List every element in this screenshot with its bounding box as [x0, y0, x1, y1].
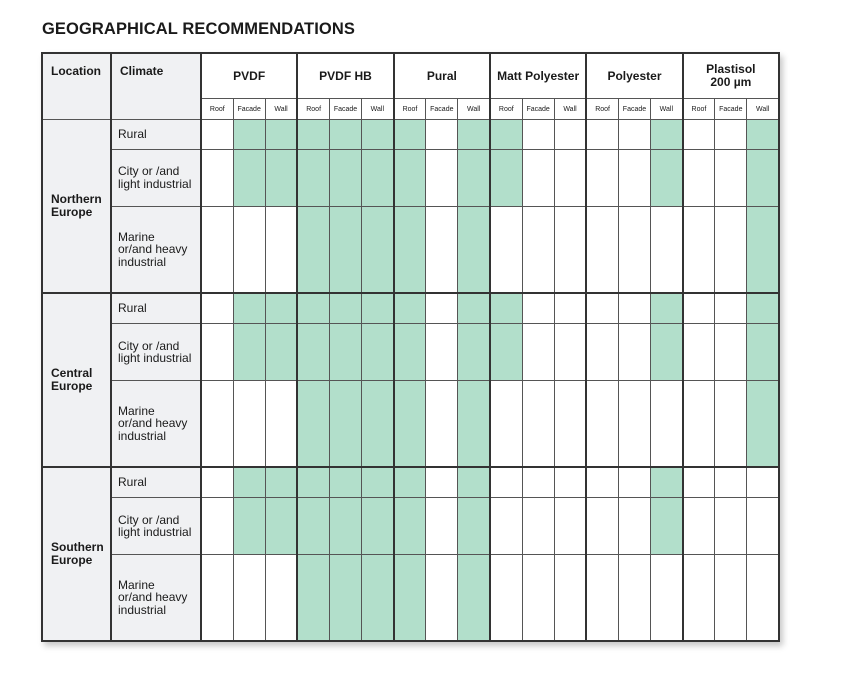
location-header: Location [42, 53, 111, 120]
not-recommended-cell [233, 555, 265, 641]
recommended-cell [651, 323, 683, 380]
recommended-cell [297, 381, 329, 467]
not-recommended-cell [426, 381, 458, 467]
recommended-cell [329, 293, 361, 324]
not-recommended-cell [426, 149, 458, 206]
recommended-cell [747, 323, 779, 380]
not-recommended-cell [426, 498, 458, 555]
recommendations-table-container [41, 52, 780, 642]
recommended-cell [362, 120, 394, 150]
application-subheader: Wall [362, 99, 394, 120]
not-recommended-cell [683, 381, 715, 467]
table-row [42, 467, 779, 498]
not-recommended-cell [554, 323, 586, 380]
application-subheader: Roof [297, 99, 329, 120]
application-subheader: Facade [715, 99, 747, 120]
coating-header: Matt Polyester [490, 53, 586, 99]
recommended-cell [458, 498, 490, 555]
not-recommended-cell [715, 467, 747, 498]
not-recommended-cell [201, 498, 233, 555]
recommended-cell [233, 149, 265, 206]
not-recommended-cell [201, 293, 233, 324]
coating-header: Pural [394, 53, 490, 99]
not-recommended-cell [201, 120, 233, 150]
recommended-cell [265, 293, 297, 324]
location-label: Southern Europe [42, 467, 111, 641]
not-recommended-cell [683, 498, 715, 555]
recommended-cell [458, 323, 490, 380]
not-recommended-cell [683, 323, 715, 380]
recommended-cell [394, 498, 426, 555]
application-subheader: Facade [426, 99, 458, 120]
recommended-cell [362, 293, 394, 324]
not-recommended-cell [618, 120, 650, 150]
application-subheader: Facade [329, 99, 361, 120]
recommended-cell [458, 381, 490, 467]
not-recommended-cell [586, 381, 618, 467]
location-label: Northern Europe [42, 120, 111, 293]
recommended-cell [329, 467, 361, 498]
recommended-cell [458, 555, 490, 641]
not-recommended-cell [201, 207, 233, 293]
not-recommended-cell [586, 555, 618, 641]
not-recommended-cell [683, 149, 715, 206]
climate-label: City or /and light industrial [111, 323, 201, 380]
coating-header: PVDF HB [297, 53, 393, 99]
recommended-cell [233, 323, 265, 380]
not-recommended-cell [522, 149, 554, 206]
coating-header: Plastisol 200 µm [683, 53, 779, 99]
recommended-cell [329, 120, 361, 150]
not-recommended-cell [233, 381, 265, 467]
recommended-cell [265, 120, 297, 150]
not-recommended-cell [554, 293, 586, 324]
application-subheader: Wall [458, 99, 490, 120]
not-recommended-cell [683, 555, 715, 641]
recommended-cell [329, 207, 361, 293]
not-recommended-cell [554, 149, 586, 206]
not-recommended-cell [522, 467, 554, 498]
recommended-cell [233, 120, 265, 150]
recommended-cell [651, 120, 683, 150]
climate-label: Marine or/and heavy industrial [111, 555, 201, 641]
climate-header: Climate [111, 53, 201, 120]
recommended-cell [265, 467, 297, 498]
recommended-cell [362, 467, 394, 498]
recommended-cell [651, 467, 683, 498]
not-recommended-cell [715, 323, 747, 380]
climate-label: Rural [111, 293, 201, 324]
recommended-cell [265, 498, 297, 555]
not-recommended-cell [747, 555, 779, 641]
recommended-cell [362, 555, 394, 641]
not-recommended-cell [490, 381, 522, 467]
application-subheader: Facade [522, 99, 554, 120]
not-recommended-cell [586, 293, 618, 324]
not-recommended-cell [618, 323, 650, 380]
recommended-cell [233, 293, 265, 324]
recommended-cell [490, 293, 522, 324]
not-recommended-cell [586, 467, 618, 498]
application-subheader: Roof [586, 99, 618, 120]
not-recommended-cell [522, 498, 554, 555]
not-recommended-cell [618, 555, 650, 641]
recommended-cell [233, 467, 265, 498]
not-recommended-cell [426, 467, 458, 498]
not-recommended-cell [618, 381, 650, 467]
not-recommended-cell [683, 467, 715, 498]
climate-label: Marine or/and heavy industrial [111, 207, 201, 293]
coating-header: Polyester [586, 53, 682, 99]
not-recommended-cell [522, 555, 554, 641]
not-recommended-cell [554, 207, 586, 293]
not-recommended-cell [522, 381, 554, 467]
recommended-cell [297, 207, 329, 293]
recommended-cell [329, 381, 361, 467]
not-recommended-cell [490, 207, 522, 293]
not-recommended-cell [490, 498, 522, 555]
table-row [42, 120, 779, 150]
not-recommended-cell [201, 467, 233, 498]
recommended-cell [265, 149, 297, 206]
recommended-cell [490, 149, 522, 206]
recommended-cell [490, 323, 522, 380]
recommended-cell [297, 149, 329, 206]
recommended-cell [297, 120, 329, 150]
not-recommended-cell [554, 120, 586, 150]
not-recommended-cell [554, 467, 586, 498]
not-recommended-cell [426, 207, 458, 293]
recommended-cell [233, 498, 265, 555]
not-recommended-cell [618, 467, 650, 498]
recommended-cell [329, 498, 361, 555]
recommended-cell [394, 207, 426, 293]
climate-label: City or /and light industrial [111, 149, 201, 206]
not-recommended-cell [683, 120, 715, 150]
recommended-cell [329, 323, 361, 380]
recommended-cell [394, 293, 426, 324]
not-recommended-cell [522, 120, 554, 150]
not-recommended-cell [747, 467, 779, 498]
not-recommended-cell [426, 293, 458, 324]
recommended-cell [458, 149, 490, 206]
table-row [42, 498, 779, 555]
application-subheader: Wall [747, 99, 779, 120]
not-recommended-cell [715, 207, 747, 293]
page-title: GEOGRAPHICAL RECOMMENDATIONS [42, 20, 355, 38]
not-recommended-cell [586, 207, 618, 293]
not-recommended-cell [651, 555, 683, 641]
table-row [42, 207, 779, 293]
recommended-cell [265, 323, 297, 380]
table-row [42, 293, 779, 324]
not-recommended-cell [618, 293, 650, 324]
recommended-cell [362, 149, 394, 206]
recommended-cell [297, 293, 329, 324]
not-recommended-cell [522, 293, 554, 324]
not-recommended-cell [426, 323, 458, 380]
not-recommended-cell [586, 498, 618, 555]
table-row [42, 381, 779, 467]
recommended-cell [362, 498, 394, 555]
not-recommended-cell [651, 207, 683, 293]
recommended-cell [297, 467, 329, 498]
not-recommended-cell [715, 149, 747, 206]
recommended-cell [747, 293, 779, 324]
recommended-cell [651, 498, 683, 555]
not-recommended-cell [715, 498, 747, 555]
not-recommended-cell [201, 149, 233, 206]
not-recommended-cell [618, 498, 650, 555]
recommended-cell [394, 149, 426, 206]
recommended-cell [747, 207, 779, 293]
application-subheader: Roof [201, 99, 233, 120]
climate-label: Rural [111, 120, 201, 150]
not-recommended-cell [554, 381, 586, 467]
application-subheader: Facade [618, 99, 650, 120]
application-subheader: Wall [651, 99, 683, 120]
recommended-cell [458, 293, 490, 324]
not-recommended-cell [265, 381, 297, 467]
not-recommended-cell [618, 149, 650, 206]
location-label: Central Europe [42, 293, 111, 467]
recommended-cell [490, 120, 522, 150]
recommended-cell [394, 323, 426, 380]
not-recommended-cell [747, 498, 779, 555]
not-recommended-cell [651, 381, 683, 467]
recommended-cell [394, 555, 426, 641]
coating-header: PVDF [201, 53, 297, 99]
recommended-cell [362, 207, 394, 293]
not-recommended-cell [618, 207, 650, 293]
recommended-cell [394, 381, 426, 467]
not-recommended-cell [201, 381, 233, 467]
not-recommended-cell [715, 555, 747, 641]
application-subheader: Wall [554, 99, 586, 120]
not-recommended-cell [233, 207, 265, 293]
climate-label: Marine or/and heavy industrial [111, 381, 201, 467]
not-recommended-cell [715, 120, 747, 150]
recommended-cell [651, 149, 683, 206]
climate-label: City or /and light industrial [111, 498, 201, 555]
not-recommended-cell [586, 120, 618, 150]
not-recommended-cell [554, 498, 586, 555]
table-row [42, 149, 779, 206]
recommended-cell [297, 498, 329, 555]
application-subheader: Roof [394, 99, 426, 120]
recommended-cell [651, 293, 683, 324]
not-recommended-cell [715, 293, 747, 324]
recommended-cell [747, 120, 779, 150]
recommended-cell [458, 467, 490, 498]
not-recommended-cell [490, 467, 522, 498]
not-recommended-cell [201, 323, 233, 380]
not-recommended-cell [201, 555, 233, 641]
not-recommended-cell [522, 207, 554, 293]
recommended-cell [394, 467, 426, 498]
table-row [42, 555, 779, 641]
recommendations-table [41, 52, 780, 642]
not-recommended-cell [683, 293, 715, 324]
not-recommended-cell [586, 149, 618, 206]
application-subheader: Wall [265, 99, 297, 120]
not-recommended-cell [426, 120, 458, 150]
climate-label: Rural [111, 467, 201, 498]
recommended-cell [329, 555, 361, 641]
recommended-cell [329, 149, 361, 206]
not-recommended-cell [490, 555, 522, 641]
table-row [42, 323, 779, 380]
not-recommended-cell [554, 555, 586, 641]
not-recommended-cell [265, 555, 297, 641]
not-recommended-cell [522, 323, 554, 380]
recommended-cell [394, 120, 426, 150]
application-subheader: Roof [683, 99, 715, 120]
recommended-cell [362, 323, 394, 380]
application-subheader: Roof [490, 99, 522, 120]
not-recommended-cell [683, 207, 715, 293]
not-recommended-cell [715, 381, 747, 467]
recommended-cell [297, 323, 329, 380]
recommended-cell [458, 120, 490, 150]
recommended-cell [747, 381, 779, 467]
not-recommended-cell [265, 207, 297, 293]
recommended-cell [458, 207, 490, 293]
recommended-cell [747, 149, 779, 206]
recommended-cell [362, 381, 394, 467]
application-subheader: Facade [233, 99, 265, 120]
not-recommended-cell [586, 323, 618, 380]
not-recommended-cell [426, 555, 458, 641]
recommended-cell [297, 555, 329, 641]
